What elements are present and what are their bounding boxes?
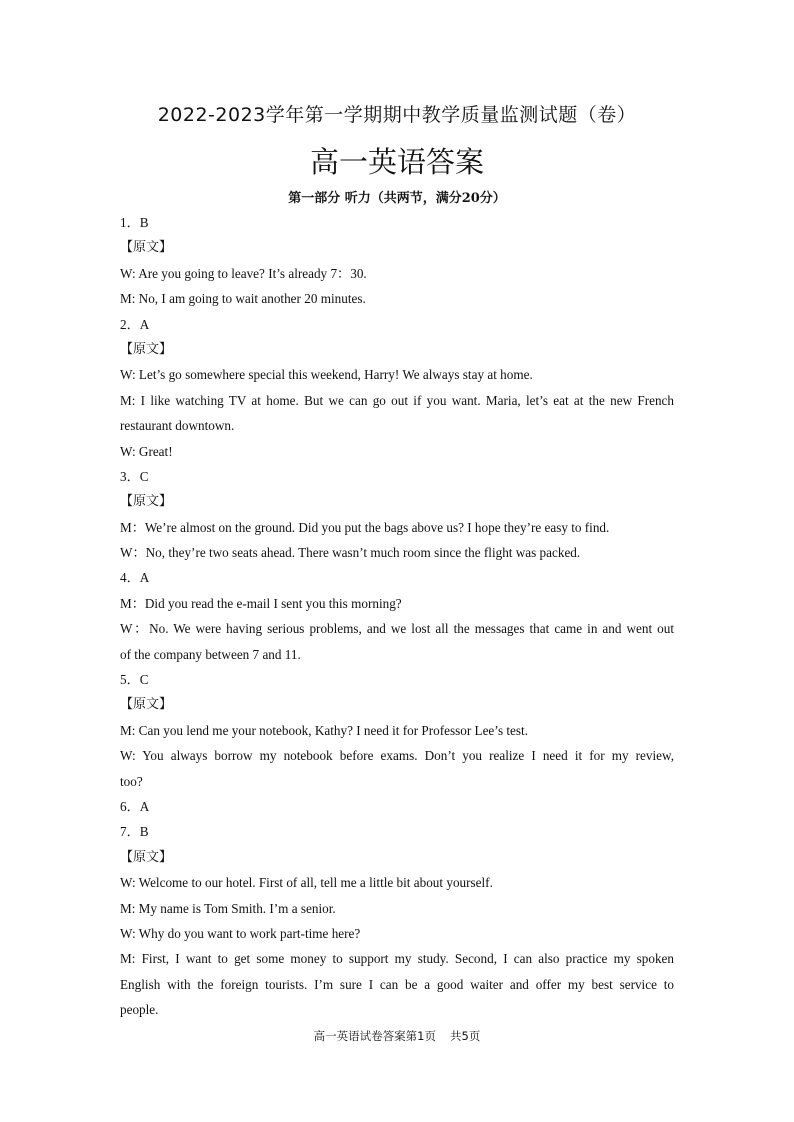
page-footer — [0, 1028, 794, 1044]
transcript-label: 【原文】 — [120, 697, 173, 713]
transcript-line: of the company between 7 and 11. — [120, 646, 301, 662]
answer-line: 4．A — [120, 570, 150, 586]
transcript-label: 【原文】 — [120, 849, 173, 865]
answer-title: 高一英语答案 — [309, 145, 484, 179]
transcript-line: restaurant downtown. — [120, 418, 235, 434]
transcript-label: 【原文】 — [120, 240, 173, 256]
transcript-line: W: Welcome to our hotel. First of all, tell me a little bit about yourself. — [120, 875, 493, 891]
answer-line: 3．C — [120, 468, 149, 484]
answer-content — [120, 210, 674, 1023]
transcript-line: M: My name is Tom Smith. I’m a senior. — [120, 900, 336, 916]
answer-line: 7．B — [120, 824, 149, 840]
transcript-label: 【原文】 — [120, 341, 173, 357]
transcript-line: W: Are you going to leave? It’s already 7：30. — [120, 265, 367, 281]
transcript-line: M：Did you read the e-mail I sent you this morning? — [120, 595, 402, 611]
transcript-line: W：No, they’re two seats ahead. There wasn’t much room since the flight was packed. — [120, 545, 581, 561]
transcript-line: people. — [120, 1002, 159, 1018]
transcript-line: too? — [120, 773, 143, 789]
answer-line: 5．C — [120, 672, 149, 688]
transcript-label: 【原文】 — [120, 494, 173, 510]
exam-title: 2022-2023学年第一学期期中教学质量监测试题（卷） — [157, 104, 637, 126]
transcript-line: W: You always borrow my notebook before exams. Don’t you realize I need it for my review, — [120, 748, 674, 764]
transcript-line: W: Why do you want to work part-time here? — [120, 925, 361, 941]
transcript-line: M：We’re almost on the ground. Did you put the bags above us? I hope they’re easy to find. — [120, 519, 610, 535]
section-heading: 第一部分 听力（共两节，满分20分） — [288, 191, 506, 206]
footer-page-total: 共5页 — [450, 1029, 481, 1043]
transcript-line: M: No, I am going to wait another 20 minutes. — [120, 291, 366, 307]
transcript-line: English with the foreign tourists. I’m sure I can be a good waiter and offer my best service to — [120, 976, 674, 992]
transcript-line: M: First, I want to get some money to support my study. Second, I can also practice my spoken — [120, 951, 674, 967]
answer-line: 1．B — [120, 215, 149, 230]
footer-page-number: 高一英语试卷答案第1页 — [313, 1029, 436, 1043]
answer-line: 6．A — [120, 798, 150, 814]
transcript-line: M: Can you lend me your notebook, Kathy? I need it for Professor Lee’s test. — [120, 722, 528, 738]
transcript-line: W: Let’s go somewhere special this weekend, Harry! We always stay at home. — [120, 367, 533, 383]
transcript-line: W：No. We were having serious problems, and we lost all the messages that came in and went out — [120, 621, 674, 637]
transcript-line: W: Great! — [120, 443, 173, 459]
transcript-line: M: I like watching TV at home. But we can go out if you want. Maria, let’s eat at the new French — [120, 392, 674, 408]
answer-line: 2．A — [120, 316, 150, 332]
